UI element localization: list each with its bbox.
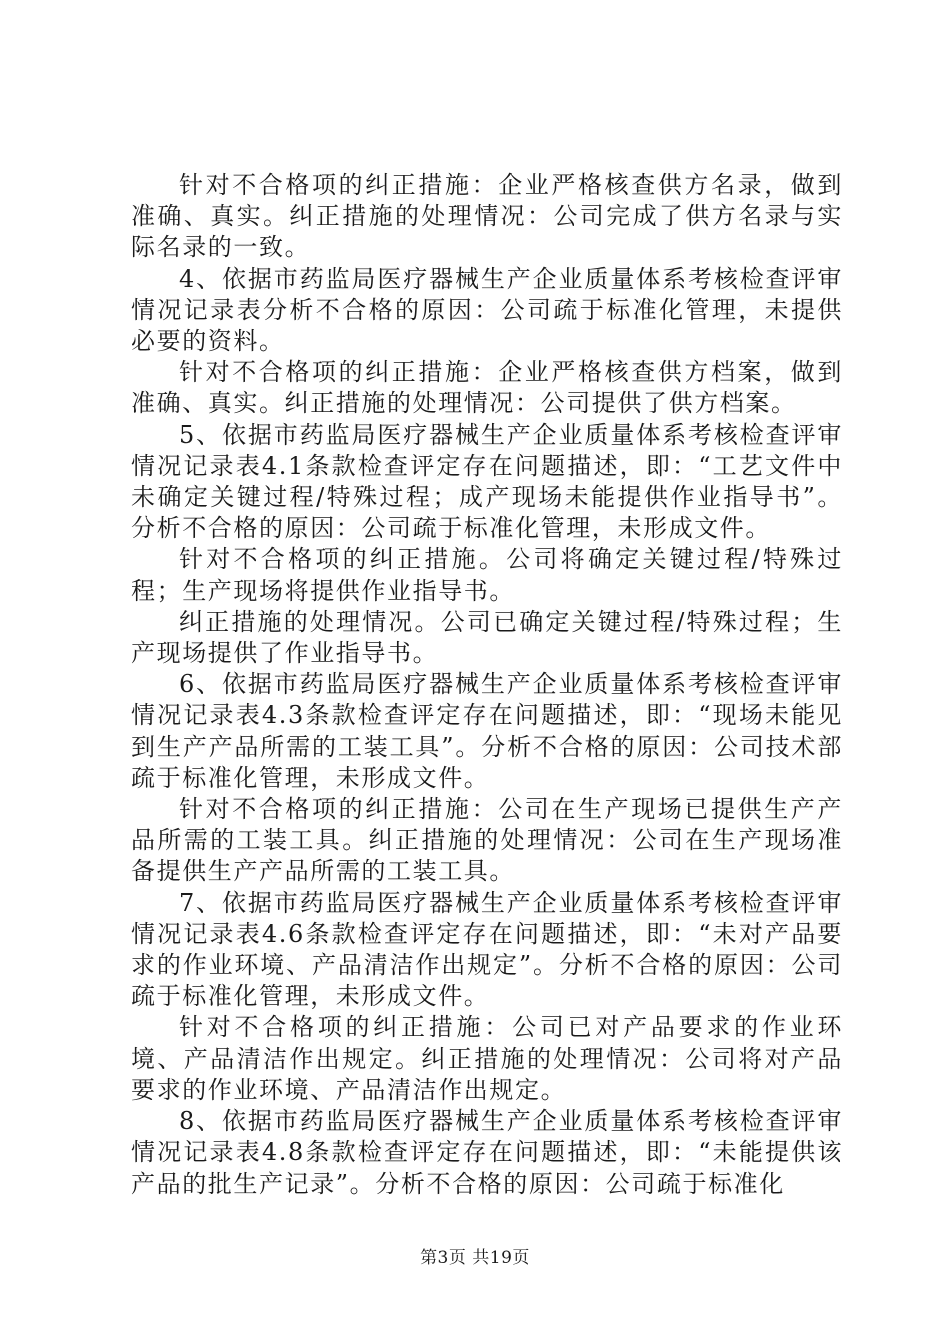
paragraph-corrective-measure-supplier-list: 针对不合格项的纠正措施：企业严格核查供方名录，做到准确、真实。纠正措施的处理情况：公司完成了供方名录与实际名录的一致。 bbox=[131, 171, 843, 262]
page-number-footer: 第3页 共19页 bbox=[420, 1248, 530, 1268]
paragraph-handling-key-process: 纠正措施的处理情况。公司已确定关键过程/特殊过程；生产现场提供了作业指导书。 bbox=[131, 607, 843, 668]
paragraph-item-8: 8、依据市药监局医疗器械生产企业质量体系考核检查评审情况记录表4.8条款检查评定存在问题描述，即：“未能提供该产品的批生产记录”。分析不合格的原因：公司疏于标准化 bbox=[131, 1107, 843, 1198]
paragraph-item-4: 4、依据市药监局医疗器械生产企业质量体系考核检查评审情况记录表分析不合格的原因：公司疏于标准化管理，未提供必要的资料。 bbox=[131, 264, 843, 356]
paragraph-item-6: 6、依据市药监局医疗器械生产企业质量体系考核检查评审情况记录表4.3条款检查评定存在问题描述，即：“现场未能见到生产产品所需的工装工具”。分析不合格的原因：公司技术部疏于标准化管理，未形成文件。 bbox=[131, 670, 843, 792]
paragraph-item-5: 5、依据市药监局医疗器械生产企业质量体系考核检查评审情况记录表4.1条款检查评定存在问题描述，即：“工艺文件中未确定关键过程/特殊过程；成产现场未能提供作业指导书”。分析不合格的原因：公司疏于标准化管理，未形成文件。 bbox=[131, 420, 843, 543]
paragraph-corrective-measure-key-process: 针对不合格项的纠正措施。公司将确定关键过程/特殊过程；生产现场将提供作业指导书。 bbox=[131, 545, 843, 605]
paragraph-item-7: 7、依据市药监局医疗器械生产企业质量体系考核检查评审情况记录表4.6条款检查评定存在问题描述，即：“未对产品要求的作业环境、产品清洁作出规定”。分析不合格的原因：公司疏于标准化管理，未形成文件。 bbox=[131, 888, 843, 1011]
paragraph-corrective-measure-environment: 针对不合格项的纠正措施：公司已对产品要求的作业环境、产品清洁作出规定。纠正措施的处理情况：公司将对产品要求的作业环境、产品清洁作出规定。 bbox=[131, 1013, 843, 1104]
paragraph-corrective-measure-supplier-archive: 针对不合格项的纠正措施：企业严格核查供方档案，做到准确、真实。纠正措施的处理情况：公司提供了供方档案。 bbox=[131, 358, 843, 418]
paragraph-corrective-measure-tooling: 针对不合格项的纠正措施：公司在生产现场已提供生产产品所需的工装工具。纠正措施的处理情况：公司在生产现场准备提供生产产品所需的工装工具。 bbox=[131, 795, 843, 886]
document-body bbox=[131, 170, 843, 1200]
